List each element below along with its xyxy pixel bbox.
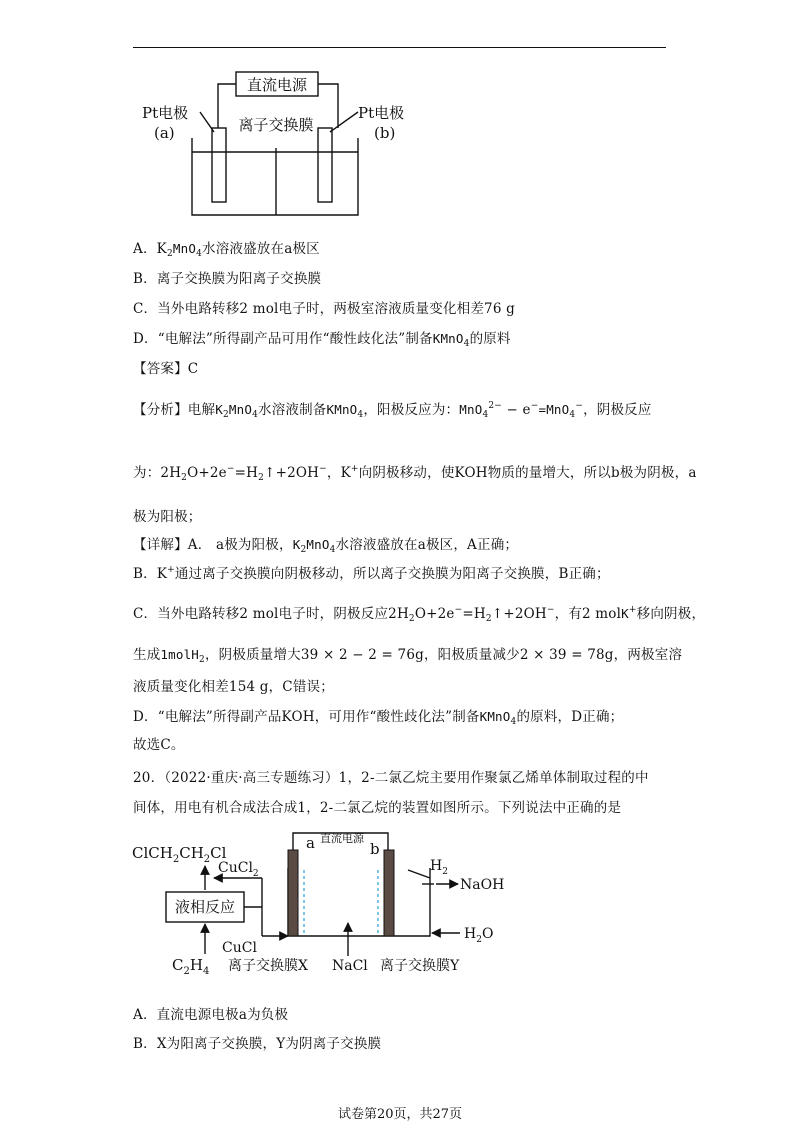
electrode-b — [384, 850, 394, 936]
q20-stem-line-1: 20．（2022·重庆·高三专题练习）1，2-二氯乙烷主要用作聚氯乙烯单体制取过程的中 — [133, 770, 649, 786]
power-label: 直流电源 — [246, 76, 308, 94]
q19-option-c: C．当外电路转移2 mol电子时，两极室溶液质量变化相差76 g — [133, 301, 515, 317]
membrane-label: 离子交换膜 — [238, 116, 314, 134]
q19-detail-line-3: C．当外电路转移2 mol电子时，阴极反应$2H_2O+2e^-=H_2↑+2OH^-$，有2 molK+移向阴极， — [133, 605, 706, 624]
header-rule — [133, 47, 666, 48]
nacl-label: NaCl — [332, 958, 368, 974]
electrode-b-tag: (b) — [374, 124, 396, 142]
q19-option-a: A．$K_2MnO_4$水溶液盛放在a极区 — [133, 241, 320, 259]
q19-detail-line-5: 液质量变化相差154 g，C错误； — [133, 679, 334, 695]
cucl-label: CuCl — [222, 940, 257, 956]
product-label: $ClCH_2CH_2Cl$ — [132, 844, 227, 865]
q19-analysis-line-3: 极为阳极； — [133, 509, 202, 525]
reactor-label: 液相反应 — [174, 898, 236, 916]
pole-b: b — [370, 840, 380, 858]
electrode-a-label: Pt电极 — [142, 104, 189, 122]
q19-option-b: B．离子交换膜为阳离子交换膜 — [133, 271, 322, 287]
h2o-label: $H_2O$ — [464, 926, 494, 945]
q19-answer: 【答案】C — [133, 361, 199, 377]
q20-option-b: B．X为阳离子交换膜，Y为阴离子交换膜 — [133, 1036, 382, 1052]
q19-analysis-line-1: 【分析】电解$K_2MnO_4$水溶液制备KMnO$_4$，阳极反应为：MnO$_4^{2-}$ − e−=MnO$_4$−，阴极反应 — [133, 401, 652, 420]
q19-option-d: D．“电解法”所得副产品可用作“酸性歧化法”制备KMnO$_4$的原料 — [133, 331, 511, 349]
q19-analysis-line-2: 为：$2H_2O+2e^-=H_2↑+2OH^-$，K+向阴极移动，使KOH物质的量增大，所以b极为阴极，a — [133, 464, 697, 483]
electrolysis-diagram-2 — [130, 828, 510, 978]
electrode-a — [288, 850, 298, 936]
electrolysis-diagram-1 — [140, 60, 440, 220]
membrane-x-label: 离子交换膜X — [228, 958, 308, 974]
q20-stem-line-2: 间体，用电有机合成法合成1，2-二氯乙烷的装置如图所示。下列说法中正确的是 — [133, 800, 622, 816]
q20-option-a: A．直流电源电极a为负极 — [133, 1007, 289, 1023]
electrode-b-label: Pt电极 — [358, 104, 405, 122]
q19-detail-line-1: 【详解】A． a极为阳极，$K_2MnO_4$水溶液盛放在a极区，A正确； — [133, 537, 519, 555]
q19-conclusion: 故选C。 — [133, 737, 185, 753]
h2-label: $H_2$ — [430, 858, 448, 877]
q19-detail-line-2: B．K+通过离子交换膜向阴极移动，所以离子交换膜为阳离子交换膜，B正确； — [133, 565, 610, 582]
cucl2-label: CuCl$_2$ — [218, 860, 259, 879]
page-footer: 试卷第20页，共27页 — [337, 1107, 463, 1122]
electrode-a-tag: (a) — [154, 124, 175, 142]
q19-detail-line-4: 生成1molH$_2$，阴极质量增大39 × 2 − 2 = 76g，阳极质量减少2 × 39 = 78g，两极室溶 — [133, 647, 683, 665]
power-label-2: 直流电源 — [320, 832, 364, 845]
c2h4-label: $C_2H_4$ — [172, 956, 210, 977]
naoh-label: NaOH — [460, 877, 505, 893]
pole-a: a — [306, 834, 315, 852]
membrane-y-label: 离子交换膜Y — [380, 958, 460, 974]
q19-detail-line-6: D．“电解法”所得副产品KOH，可用作“酸性歧化法”制备KMnO$_4$的原料，D正确； — [133, 709, 624, 727]
